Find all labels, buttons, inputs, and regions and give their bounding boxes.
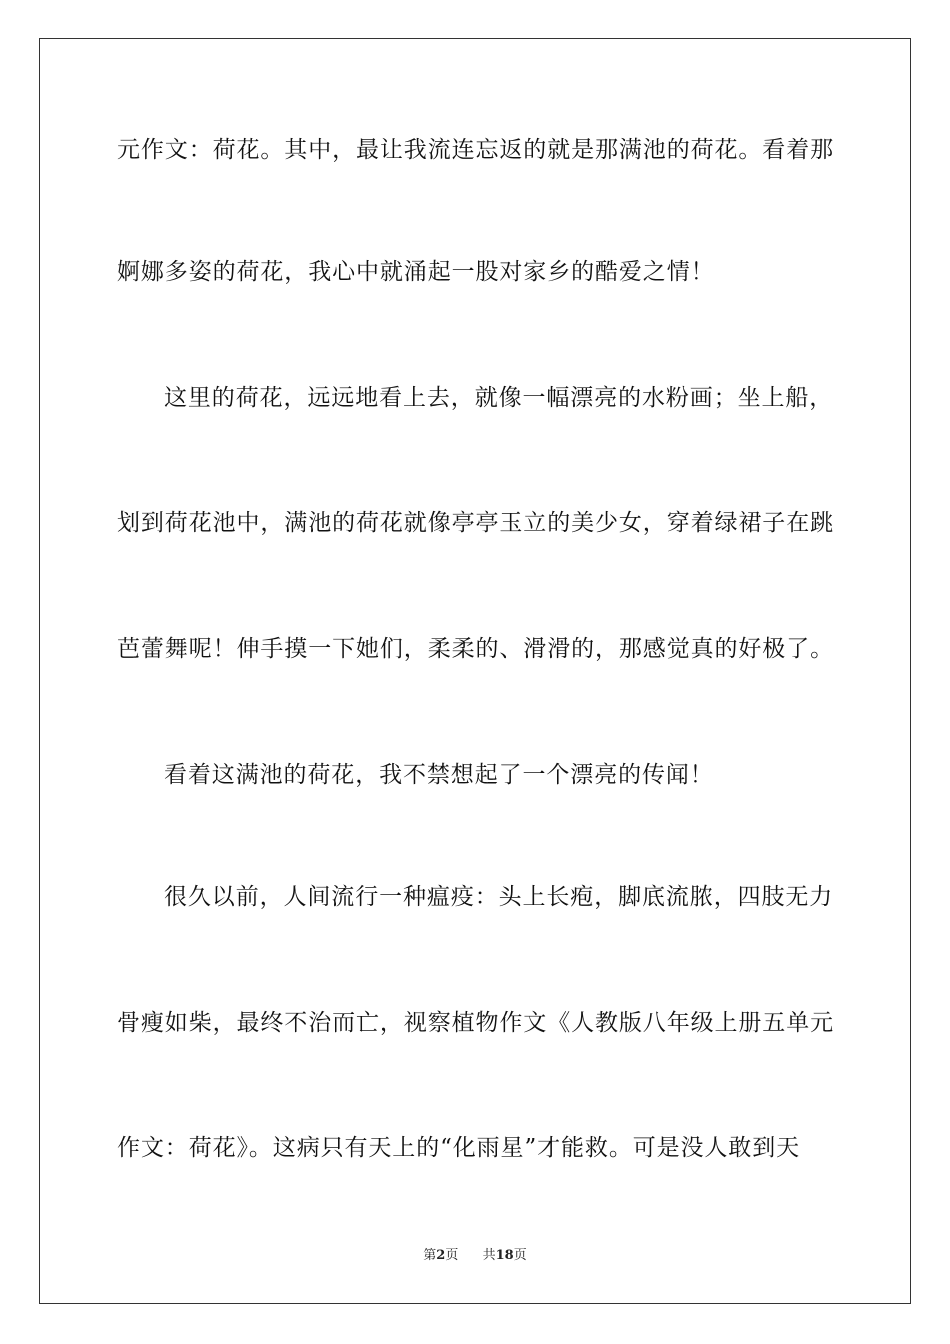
paragraph-start-line: 这里的荷花，远远地看上去，就像一幅漂亮的水粉画；坐上船， — [164, 385, 834, 411]
page-border — [39, 38, 911, 1304]
paragraph-start-line: 看着这满池的荷花，我不禁想起了一个漂亮的传闻！ — [164, 762, 714, 788]
text-line: 婀娜多姿的荷花，我心中就涌起一股对家乡的酷爱之情！ — [117, 259, 715, 285]
footer-page-number: 2 — [436, 1248, 446, 1263]
page-footer — [0, 1247, 950, 1265]
footer-page-prefix: 第 — [423, 1248, 437, 1263]
footer-total-suffix: 页 — [513, 1248, 527, 1263]
text-line: 芭蕾舞呢！伸手摸一下她们，柔柔的、滑滑的，那感觉真的好极了。 — [117, 636, 834, 662]
text-line: 元作文：荷花。其中，最让我流连忘返的就是那满池的荷花。看着那 — [117, 137, 834, 163]
text-line: 作文：荷花》。这病只有天上的“化雨星”才能救。可是没人敢到天 — [117, 1135, 801, 1161]
footer-page-suffix: 页 — [445, 1248, 459, 1263]
paragraph-start-line: 很久以前，人间流行一种瘟疫：头上长疱，脚底流脓，四肢无力 — [164, 884, 834, 910]
footer-total-prefix: 共 — [482, 1248, 496, 1263]
text-line: 划到荷花池中，满池的荷花就像亭亭玉立的美少女，穿着绿裙子在跳 — [117, 510, 834, 536]
footer-total-pages: 18 — [495, 1248, 514, 1263]
text-line: 骨瘦如柴，最终不治而亡，视察植物作文《人教版八年级上册五单元 — [117, 1010, 834, 1036]
